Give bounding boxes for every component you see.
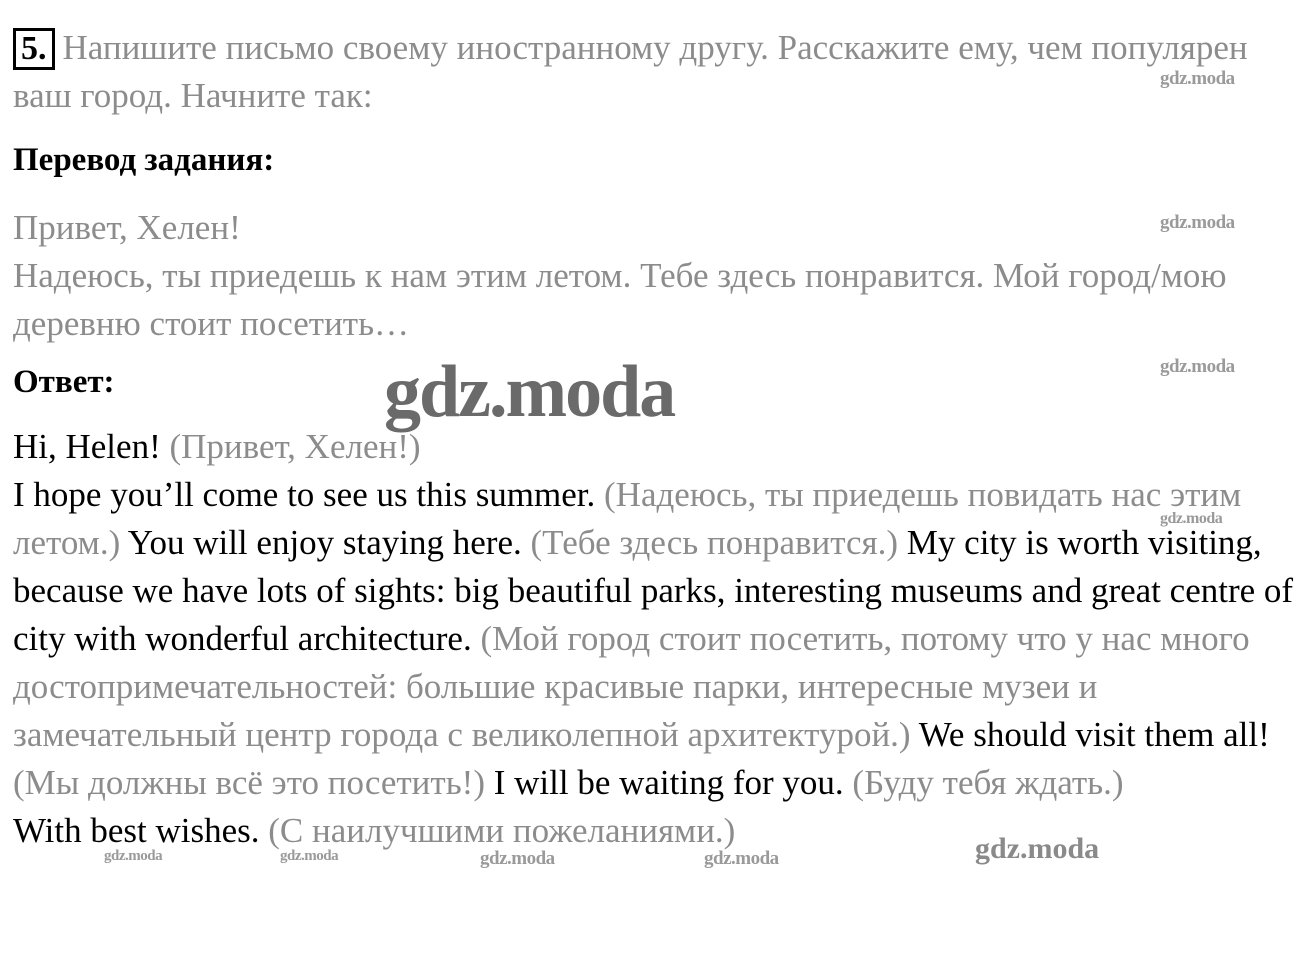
answer-ru-closing: (С наилучшими пожеланиями.)	[268, 811, 736, 850]
watermark-logo: gdz.moda	[480, 848, 555, 869]
answer-ru-greeting: (Привет, Хелен!)	[169, 427, 421, 466]
answer-en-sentence: We should visit them all!	[918, 715, 1270, 754]
translation-text	[13, 204, 1303, 348]
watermark-logo: gdz.moda	[704, 848, 779, 869]
answer-en-greeting: Hi, Helen!	[13, 427, 161, 466]
task-description: Напишите письмо своему иностранному другу. Расскажите ему, чем популярен ваш город. Начните так:	[13, 28, 1248, 115]
watermark-logo: gdz.moda	[280, 848, 339, 864]
translation-line-1: Привет, Хелен!	[13, 208, 241, 247]
watermark-logo: gdz.moda	[1160, 356, 1235, 377]
answer-en-sentence: I will be waiting for you.	[493, 763, 844, 802]
answer-ru-sentence: (Буду тебя ждать.)	[852, 763, 1124, 802]
watermark-logo: gdz.moda	[1160, 68, 1235, 89]
watermark-logo-medium: gdz.moda	[975, 832, 1100, 865]
watermark-logo-large: gdz.moda	[384, 351, 675, 433]
answer-en-closing: With best wishes.	[13, 811, 260, 850]
answer-en-sentence: You will enjoy staying here.	[127, 523, 522, 562]
answer-heading: Ответ:	[13, 364, 115, 400]
task-number: 5.	[13, 28, 55, 70]
answer-en-sentence: I hope you’ll come to see us this summer.	[13, 475, 596, 514]
watermark-logo: gdz.moda	[104, 848, 163, 864]
answer-text	[13, 423, 1308, 855]
answer-ru-sentence: (Тебе здесь понравится.)	[530, 523, 899, 562]
answer-ru-sentence: (Мы должны всё это посетить!)	[13, 763, 485, 802]
answer-paragraph-2	[13, 471, 1308, 807]
answer-en-sentence: My city is worth visiting, because we have lots of sights: big beautiful parks, interesting museums and great centre of city with wonderful architecture.	[13, 523, 1294, 658]
answer-ru-sentence: (Надеюсь, ты приедешь повидать нас этим летом.)	[13, 475, 1242, 562]
answer-paragraph-3	[13, 807, 1308, 855]
task-text	[13, 24, 1303, 120]
translation-line-2: Надеюсь, ты приедешь к нам этим летом. Тебе здесь понравится. Мой город/мою деревню стоит посетить…	[13, 256, 1227, 343]
watermark-logo: gdz.moda	[1160, 212, 1235, 233]
answer-ru-sentence: (Мой город стоит посетить, потому что у нас много достопримечательностей: большие красивые парки, интересные музеи и замечательный центр города с великолепной архитектурой.)	[13, 619, 1250, 754]
translation-heading: Перевод задания:	[13, 142, 275, 178]
watermark-logo: gdz.moda	[1160, 510, 1223, 527]
